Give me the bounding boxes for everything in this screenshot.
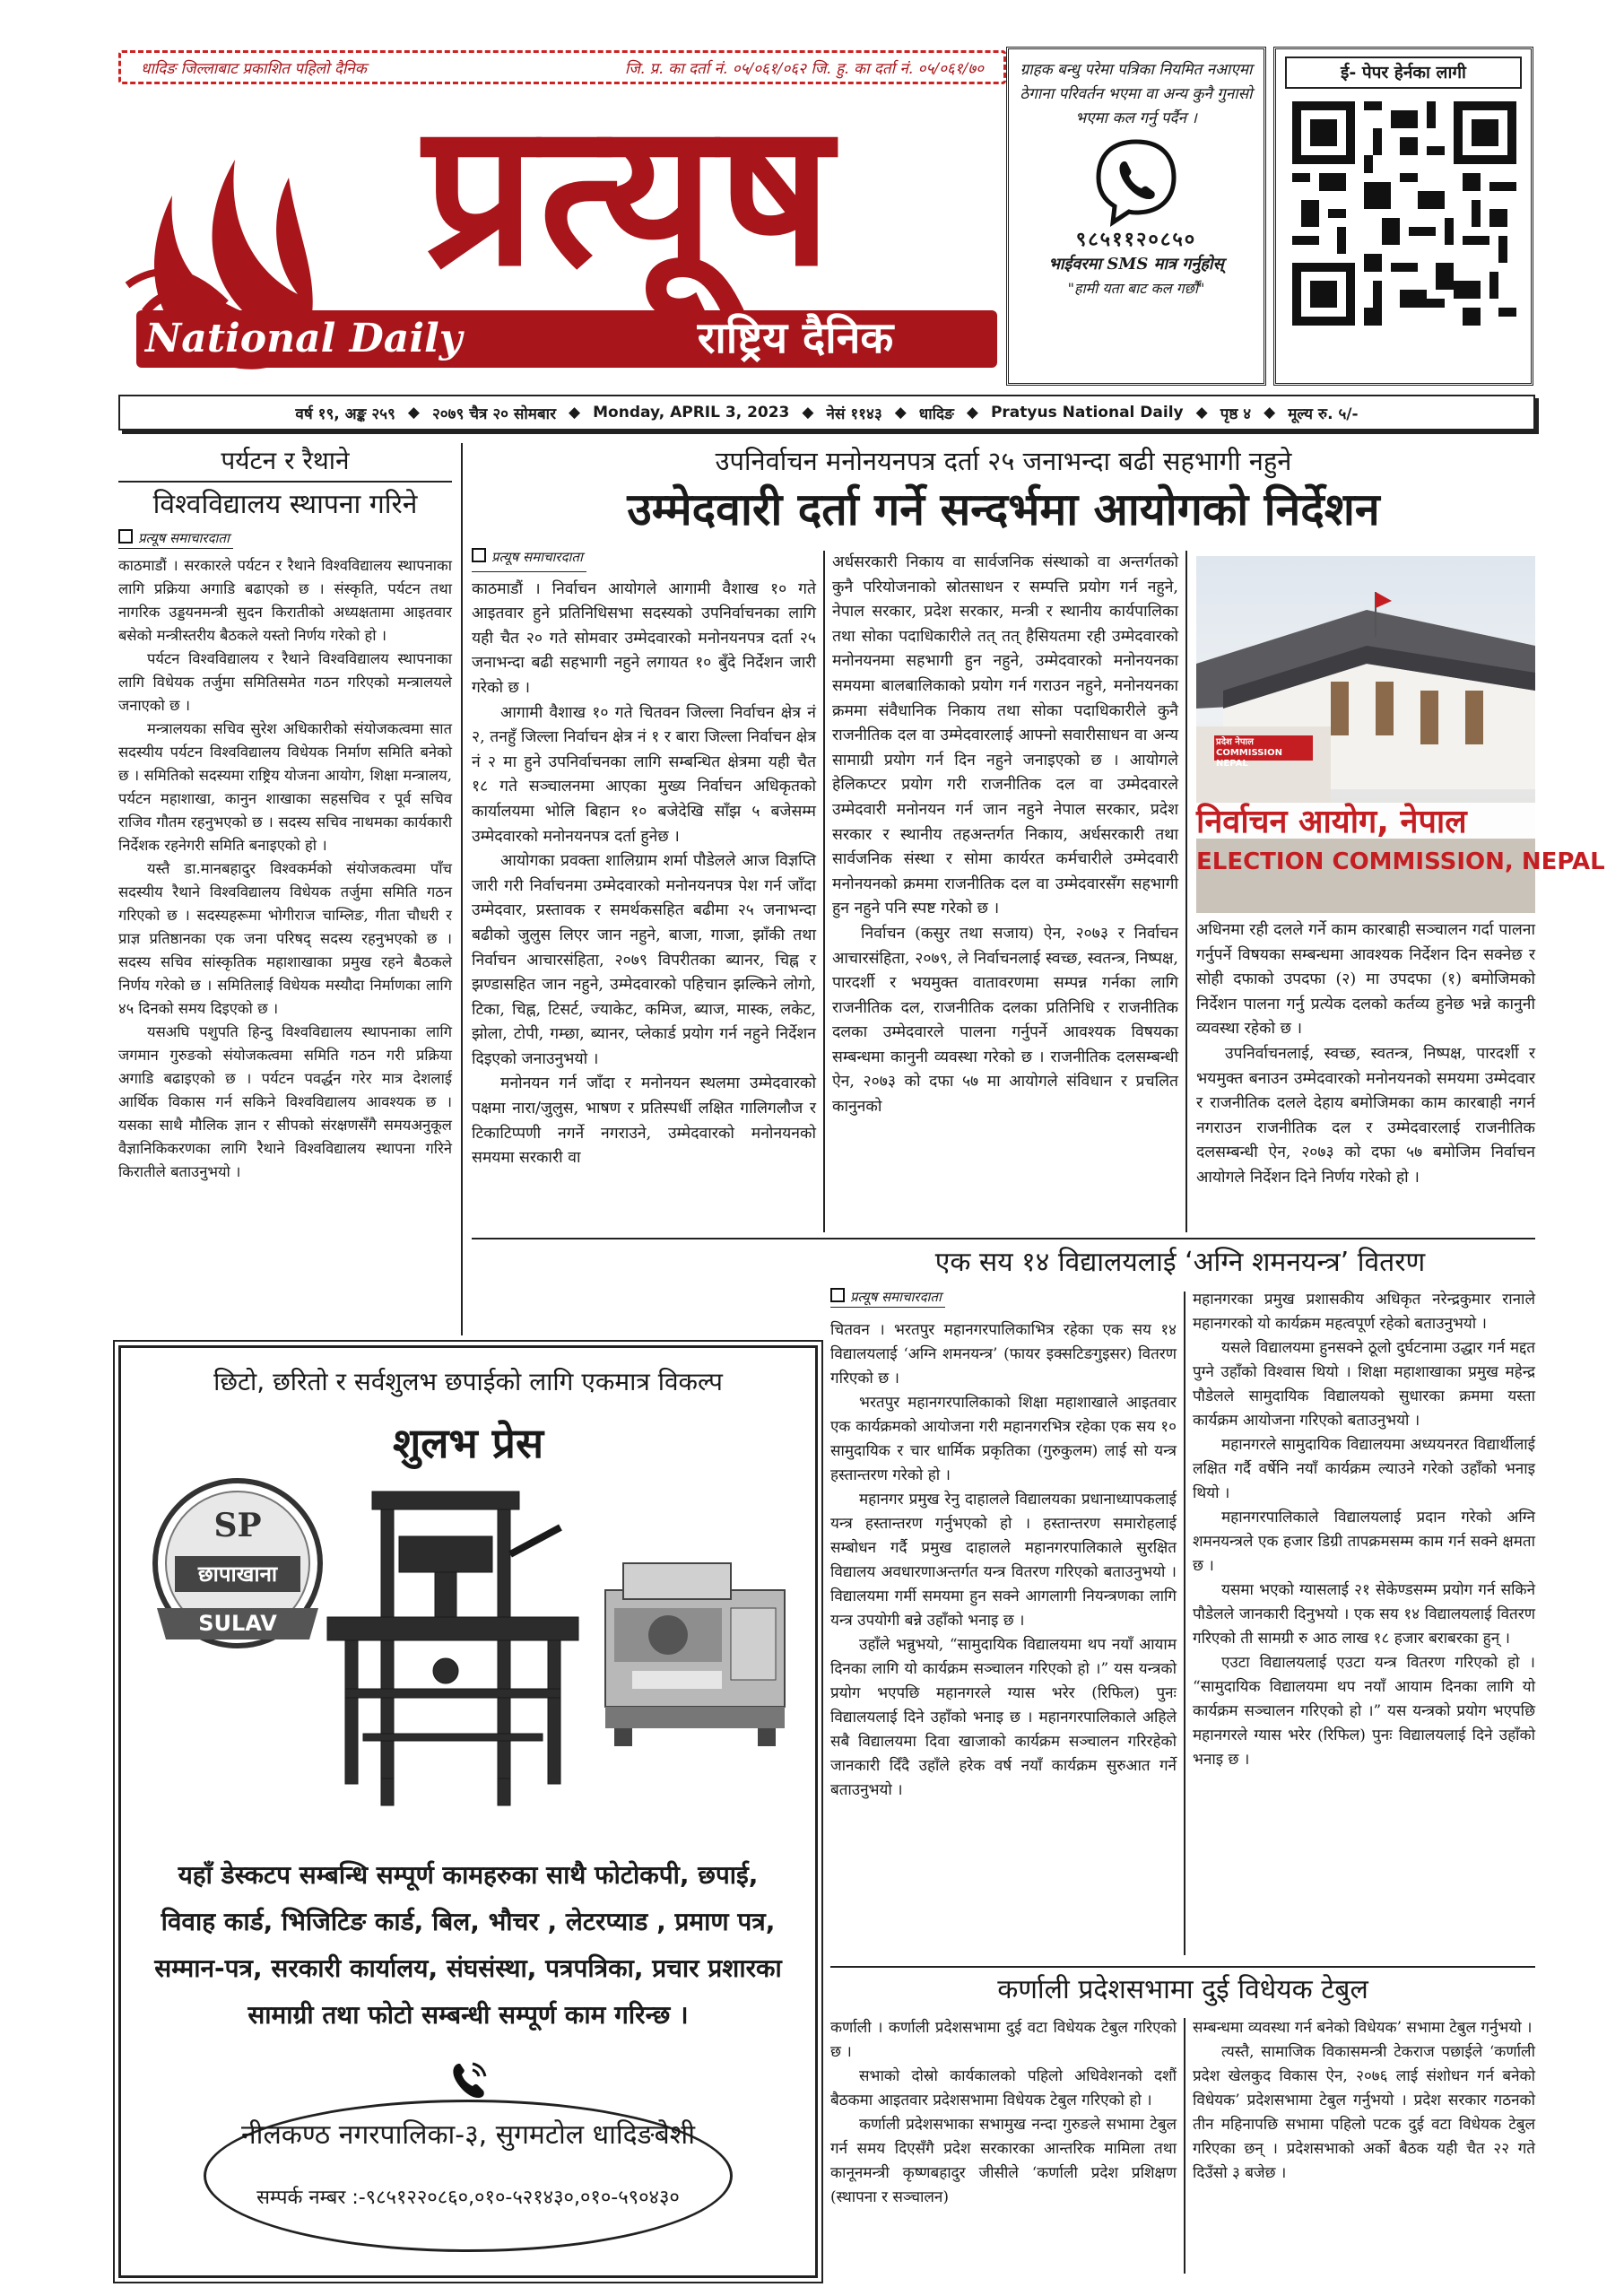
- column-rule: [823, 551, 825, 1232]
- story2-byline: प्रत्यूष समाचारदाता: [472, 545, 586, 572]
- story2-paragraph: मनोनयन गर्न जाँदा र मनोनयन स्थलमा उम्मेदवारको पक्षमा नारा/जुलुस, भाषण र प्रतिस्पर्धी लक्षित गालिगलौज र टिकाटिप्पणी नगर्ने नगराउने, उम्मेदवारको मनोनयनको समयमा सरकारी वा: [472, 1074, 816, 1168]
- photo-sign-english: ELECTION COMMISSION, NEPAL: [1196, 848, 1605, 875]
- masthead: [118, 80, 997, 384]
- story2-paragraph: अर्धसरकारी निकाय वा सार्वजनिक संस्थाको वा अन्तर्गतको कुनै परियोजनाको स्रोतसाधन र सम्पत्ति प्रयोग गर्न नहुने, नेपाल सरकार, प्रदेश सरकार, मन्त्री र स्थानीय कार्यपालिका तथा सोका पदाधिकारीले तत् तत् हैसियतमा रही उम्मेदवारको मनोनयनमा सहभागी हुन नहुने, उम्मेदवारको मनोनयनका समयमा बालबालिकाको प्रयोग गर्न गराउन नहुने, मनोनयनका क्रममा संवैधानिक निकाय तथा सोका पदाधिकारीले कुनै राजनीतिक दल वा उम्मेदवारलाई आफ्नो सवारीसाधन वा अन्य सामाग्री प्रयोग गर्न दिन नहुने जनाइएको छ । आयोगले हेलिकप्टर प्रयोग गरी राजनीतिक दल वा उम्मेदवारले उम्मेदवारी मनोनयन गर्न जान नहुने नेपाल सरकार, प्रदेश सरकार र स्थानीय तहअन्तर्गत निकाय, अर्धसरकारी तथा सार्वजनिक संस्था र सोमा कार्यरत कर्मचारीले उम्मेदवारी मनोनयनको क्रममा राजनीतिक दल वा उम्मेदवारसँग सहभागी हुन नहुने पनि स्पष्ट गरेको छ ।: [832, 553, 1178, 918]
- story1-paragraph: यस्तै डा.मानबहादुर विश्वकर्मको संयोजकत्वमा पाँच सदस्यीय रैथाने विश्वविद्यालय विधेयक तर्जुमा समिति गठन गरिएको छ । सदस्यहरूमा भोगीराज चाम्लिङ, गीता चौधरी र प्राज्ञ प्रतिष्ठानका एक जना परिषद् सदस्य रहनुभएको छ । सदस्य सचिव सांस्कृतिक महाशाखाका प्रमुख रहने बैठकले निर्णय गरेको छ । समितिलाई विधेयक मस्यौदा निर्माणका लागि ४५ दिनको समय दिइएको छ ।: [118, 860, 452, 1017]
- notice-text: ग्राहक बन्धु परेमा पत्रिका नियमित नआएमा ठेगाना परिवर्तन भएमा वा अन्य कुनै गुनासो भएमा कल गर्नु पर्दैन ।: [1020, 61, 1253, 127]
- viber-phone-icon: [1091, 136, 1181, 226]
- story2-column-3: [1196, 918, 1535, 1232]
- ad-name: शुलभ प्रेस: [392, 1419, 544, 1467]
- story1-paragraph: यसअघि पशुपति हिन्दु विश्वविद्यालय स्थापनाका लागि जगमान गुरुङको संयोजकत्वमा समिति गठन गरी प्रक्रिया अगाडि बढाइएको छ । पर्यटन पवर्द्धन गरेर मात्र देशलाई आर्थिक विकास गर्न सकिने विश्वविद्यालय आवश्यक छ । यसका साथै मौलिक ज्ञान र सीपको संरक्षणसँगै समयअनुकूल वैज्ञानिकिकरणका लागि रैथाने विश्वविद्यालय स्थापना गरिने किरातीले बताउनुभयो ।: [118, 1023, 452, 1180]
- story2-column-2: [832, 551, 1178, 1232]
- election-commission-photo: [1196, 556, 1605, 913]
- story3-paragraph: एउटा विद्यालयलाई एउटा यन्त्र वितरण गरिएको हो । “सामुदायिक विद्यालयमा थप नयाँ आयाम दिनका लागि यो कार्यक्रम सञ्चालन गरिएको हो ।” यस यन्त्रको प्रयोग भएपछि महानगरले ग्यास भरेर (रिफिल) पुनः विद्यालयलाई दिने उहाँको भनाइ छ ।: [1193, 1654, 1535, 1769]
- story1-byline: प्रत्यूष समाचारदाता: [118, 529, 233, 549]
- byline-box-icon: [118, 529, 133, 544]
- section-rule: [472, 1238, 1535, 1239]
- ad-address: नीलकण्ठ नगरपालिका-३, सुगमटोल धादिङबेशी: [241, 2119, 695, 2151]
- section-rule: [830, 1966, 1535, 1968]
- qr-box: [1273, 47, 1533, 386]
- story3-headline: एक सय १४ विद्यालयलाई ‘अग्नि शमनयन्त्र’ वितरण: [934, 1247, 1426, 1278]
- column-rule: [1184, 2018, 1185, 2274]
- notice-sms: भाईवरमा SMS मात्र गर्नुहोस्: [1048, 255, 1224, 274]
- notice-tagline: "हामी यता बाट कल गर्छौं": [1067, 280, 1205, 297]
- column-rule: [1185, 551, 1187, 1232]
- story2-headline: उम्मेदवारी दर्ता गर्ने सन्दर्भमा आयोगको निर्देशन: [627, 483, 1380, 535]
- story3-byline: प्रत्यूष समाचारदाता: [830, 1288, 945, 1308]
- story2-paragraph: आगामी वैशाख १० गते चितवन जिल्ला निर्वाचन क्षेत्र नं २, तनहुँ जिल्ला निर्वाचन क्षेत्र नं १ र बारा जिल्ला निर्वाचन क्षेत्र नं २ मा हुने उपनिर्वाचनका लागि सम्बन्धित क्षेत्रमा यही चैत १८ गते सञ्चालनमा आएका मुख्य निर्वाचन अधिकृतको कार्यालयमा भोलि बिहान १० बजेदेखि साँझ ५ बजेसम्म उम्मेदवारको मनोनयनपत्र दर्ता हुनेछ ।: [472, 703, 816, 846]
- notice-phone: ९८५११२०८५०: [1075, 228, 1197, 251]
- story4-paragraph: कर्णाली प्रदेशसभाका सभामुख नन्दा गुरुङले सभामा टेबुल गर्न समय दिएसँगै प्रदेश सरकारका आन्तरिक मामिला तथा कानूनमन्त्री कृष्णबहादुर जीसीले ‘कर्णाली प्रदेश प्रशिक्षण (स्थापना र सञ्चालन): [830, 2116, 1177, 2206]
- story2-paragraph: काठमाडौं । निर्वाचन आयोगले आगामी वैशाख १० गते आइतवार हुने प्रतिनिधिसभा सदस्यको उपनिर्वाचनका लागि यही चैत २० गते सोमवार उम्मेदवारको मनोनयनपत्र दर्ता २५ जनाभन्दा बढी सहभागी नहुने लगायत १० बुँदे निर्देशन जारी गरेको छ ।: [472, 579, 816, 697]
- story2-paragraph: निर्वाचन (कसुर तथा सजाय) ऐन, २०७३ र निर्वाचन आचारसंहिता, २०७९, ले निर्वाचनलाई स्वच्छ, स्वतन्त्र, निष्पक्ष, पारदर्शी र भयमुक्त वातावरणमा सम्पन्न गर्नका लागि राजनीतिक दल, राजनीतिक दलका प्रतिनिधि र राजनीतिक दलका उम्मेदवारले पालना गर्नुपर्ने आवश्यक विषयका सम्बन्धमा कानुनी व्यवस्था गरेको छ । राजनीतिक दलसम्बन्धी ऐन, २०७३ को दफा ५७ मा आयोगले संविधान र प्रचलित कानुनको: [832, 924, 1179, 1117]
- story3-paragraph: यसमा भएको ग्यासलाई २१ सेकेण्डसम्म प्रयोग गर्न सकिने पौडेलले जानकारी दिनुभयो । एक सय १४ विद्यालयलाई वितरण गरिएको ती सामग्री रु आठ लाख १८ हजार बराबरका हुन् ।: [1193, 1581, 1535, 1648]
- ad-contact: सम्पर्क नम्बर :-९८५१२२०८६०,०१०-५२१४३०,०१०-५९०४३०: [256, 2187, 680, 2209]
- story1-body: [118, 554, 452, 1184]
- column-rule: [461, 443, 463, 1335]
- story2-paragraph: आयोगका प्रवक्ता शालिग्राम शर्मा पौडेलले आज विज्ञप्ति जारी गरी निर्वाचनमा उम्मेदवारको मनोनयनपत्र पेश गर्न जाँदा उम्मेदवार, प्रस्तावक र समर्थकसहित बढीमा २५ जनाभन्दा बढीको जुलुस लिएर जान नहुने, बाजा, गाजा, झाँकी तथा निर्वाचन आचारसंहिता, २०७९ विपरीतका ब्यानर, चिह्न र झण्डासहित जान नहुने, उम्मेदवारको पहिचान झल्किने लोगो, टिका, चिह्न, टिसर्ट, ज्याकेट, कमिज, ब्याज, मास्क, लकेट, झोला, टोपी, गम्छा, ब्यानर, प्लेकार्ड प्रयोग गर्न नहुने निर्देशन दिइएको जनाउनुभयो ।: [472, 852, 816, 1068]
- byline-box-icon: [830, 1288, 845, 1302]
- story3-column-1: [830, 1318, 1177, 1964]
- story1-paragraph: मन्त्रालयका सचिव सुरेश अधिकारीको संयोजकत्वमा सात सदस्यीय पर्यटन विश्वविद्यालय विधेयक निर्माण समिति बनेको छ । समितिको सदस्यमा राष्ट्रिय योजना आयोग, शिक्षा मन्त्रालय, पर्यटन महाशाखा, कानुन शाखाका सहसचिव र पूर्व सचिव राजिव गौतम रहनुभएको छ । सदस्य सचिव नाथमका कार्यकारी निर्देशक रहनेगरी समिति बनाइएको हो ।: [118, 720, 452, 854]
- column-rule: [1184, 1292, 1185, 1955]
- story3-paragraph: महानगरले सामुदायिक विद्यालयमा अध्ययनरत विद्यार्थीलाई लक्षित गर्दै वर्षेनि नयाँ कार्यक्रम ल्याउने गरेको उहाँको भनाइ थियो ।: [1193, 1436, 1535, 1502]
- qr-code-icon[interactable]: [1292, 101, 1516, 326]
- masthead-bar: [136, 310, 997, 368]
- story4-column-2: [1193, 2016, 1535, 2276]
- story1-kicker: पर्यटन र रैथाने: [221, 446, 350, 475]
- story1-paragraph: पर्यटन विश्वविद्यालय र रैथाने विश्वविद्यालय स्थापनाका लागि विधेयक तर्जुमा समितिसमेत गठन गरिएको मन्त्रालयले जनाएको छ ।: [118, 650, 452, 714]
- byline-box-icon: [472, 548, 486, 562]
- top-strip-left: धादिङ जिल्लाबाट प्रकाशित पहिलो दैनिक: [141, 59, 367, 78]
- masthead-title: प्रत्यूष: [423, 80, 836, 309]
- ad-services: यहाँ डेस्कटप सम्बन्धि सम्पूर्ण कामहरुका साथै फोटोकपी, छपाई, विवाह कार्ड, भिजिटिङ कार्ड, बिल, भौचर , लेटरप्याड , प्रमाण पत्र, सम्मान-पत्र, सरकारी कार्यालय, संघसंस्था, पत्रपत्रिका, प्रचार प्रशारका सामाग्री तथा फोटो सम्बन्धी सम्पूर्ण काम गरिन्छ ।: [154, 1860, 782, 2030]
- info-volume: वर्ष १९, अङ्क २५९: [295, 404, 395, 423]
- logo-ribbon: SULAV: [198, 1611, 277, 1636]
- logo-initials: SP: [213, 1507, 262, 1544]
- photo-sign-nepali: निर्वाचन आयोग, नेपाल: [1196, 804, 1467, 840]
- story2-paragraph: उपनिर्वाचनलाई, स्वच्छ, स्वतन्त्र, निष्पक्ष, पारदर्शी र भयमुक्त बनाउन उम्मेदवारको मनोनयनको समयमा उम्मेदवार र राजनीतिक दलले देहाय बमोजिमका काम कारबाही नगर्न नगराउन राजनीतिक दल र उम्मेदवारलाई राजनीतिक दलसम्बन्धी ऐन, २०७३ को दफा ५७ बमोजिम निर्वाचन आयोगले निर्देशन दिने निर्णय गरेको हो ।: [1196, 1044, 1535, 1187]
- story2-column-1: [472, 542, 816, 1331]
- story3-paragraph: महानगरका प्रमुख प्रशासकीय अधिकृत नरेन्द्रकुमार रानाले महानगरको यो कार्यक्रम महत्वपूर्ण रहेको बताउनुभयो ।: [1193, 1291, 1535, 1333]
- offset-press-icon: [596, 1554, 803, 1752]
- story3-paragraph: महानगर प्रमुख रेनु दाहालले विद्यालयका प्रधानाध्यापकलाई यन्त्र हस्तान्तरण गर्नुभएको हो । हस्तान्तरण समारोहलाई सम्बोधन गर्दै प्रमुख दाहालले महानगरपालिकाले सुरक्षित विद्यालय अवधारणाअन्तर्गत यन्त्र वितरण गरिएको बताउनुभयो । विद्यालयमा गर्मी समयमा हुन सक्ने आगलागी नियन्त्रणका लागि यन्त्र उपयोगी बन्ने उहाँको भनाइ छ ।: [830, 1491, 1177, 1630]
- logo-word: छापाखाना: [175, 1556, 300, 1592]
- advertisement-sulav-press: [118, 1345, 818, 2278]
- ad-logo: [148, 1474, 327, 1662]
- story4-paragraph: कर्णाली । कर्णाली प्रदेशसभामा दुई वटा विधेयक टेबुल गरिएको छ ।: [830, 2019, 1177, 2061]
- info-nepali-date: २०७९ चैत्र २० सोमबार: [431, 404, 557, 423]
- story2-kicker: उपनिर्वाचन मनोनयनपत्र दर्ता २५ जनाभन्दा बढी सहभागी नहुने: [715, 446, 1292, 476]
- masthead-subtitle: राष्ट्रिय दैनिक: [697, 313, 894, 363]
- story3-paragraph: महानगरपालिकाले विद्यालयलाई प्रदान गरेको अग्नि शमनयन्त्रले एक हजार डिग्री तापक्रमसम्म काम गर्न सक्ने क्षमता छ ।: [1193, 1509, 1535, 1575]
- printing-press-icon: [327, 1483, 578, 1814]
- story1-paragraph: काठमाडौं । सरकारले पर्यटन र रैथाने विश्वविद्यालय स्थापनाका लागि प्रक्रिया अगाडि बढाएको छ । संस्कृति, पर्यटन तथा नागरिक उड्डयनमन्त्री सुदन किरातीको अध्यक्षतामा आइतवार बसेको मन्त्रीस्तरीय बैठकले यस्तो निर्णय गरेको हो ।: [118, 557, 452, 644]
- top-strip-right: जि. प्र. का दर्ता नं. ०५/०६१/०६२ जि. हु. का दर्ता नं. ०५/०६१/७०: [624, 59, 984, 78]
- info-page: पृष्ठ ४: [1220, 404, 1252, 423]
- phone-icon: [446, 2058, 491, 2103]
- ad-tagline: छिटो, छरितो र सर्वशुलभ छपाईको लागि एकमात्र विकल्प: [213, 1367, 723, 1396]
- info-place: धादिङ: [918, 404, 954, 423]
- info-nepal-sambat: नेसं ११४३: [826, 404, 882, 423]
- story4-paragraph: सम्बन्धमा व्यवस्था गर्न बनेको विधेयक’ सभामा टेबुल गर्नुभयो ।: [1193, 2019, 1533, 2037]
- story-tourism-university: [118, 443, 452, 1335]
- masthead-english-name: National Daily: [145, 316, 463, 361]
- notice-box: [1006, 47, 1266, 386]
- story3-paragraph: उहाँले भन्नुभयो, “सामुदायिक विद्यालयमा थप नयाँ आयाम दिनका लागि यो कार्यक्रम सञ्चालन गरिएको हो ।” यस यन्त्रको प्रयोग भएपछि महानगरले ग्यास भरेर (रिफिल) पुनः विद्यालयलाई दिने उहाँको भनाइ छ । महानगरपालिकाले अहिले सबै विद्यालयमा दिवा खाजाको कार्यक्रम सञ्चालन गरिरहेको जानकारी दिँदै उहाँले हरेक वर्ष नयाँ कार्यक्रम सुरुआत गर्ने बताउनुभयो ।: [830, 1636, 1177, 1799]
- story4-paragraph: त्यस्तै, सामाजिक विकासमन्त्री टेकराज पछाईले ‘कर्णाली प्रदेश खेलकुद विकास ऐन, २०७६ लाई संशोधन गर्न बनेको विधेयक’ प्रदेशसभामा टेबुल गर्नुभयो । प्रदेश सरकार गठनको तीन महिनापछि सभामा पहिलो पटक दुई वटा विधेयक टेबुल गरिएका छन् । प्रदेशसभाको अर्को बैठक यही चैत २२ गते दिउँसो ३ बजेछ ।: [1193, 2043, 1535, 2182]
- story2-paragraph: अधिनमा रही दलले गर्ने काम कारबाही सञ्चालन गर्दा पालना गर्नुपर्ने विषयका सम्बन्धमा आवश्यक निर्देशन दिन सक्नेछ र सोही दफाको उपदफा (२) मा उपदफा (१) बमोजिमको निर्देशन पालना गर्नु प्रत्येक दलको कर्तव्य हुनेछ भन्ने कानुनी व्यवस्था रहेको छ ।: [1196, 921, 1535, 1039]
- info-bar: वर्ष १९, अङ्क २५९ ◆ २०७९ चैत्र २० सोमबार ◆ Monday, APRIL 3, 2023 ◆ नेसं ११४३ ◆ धादिङ ◆ Pratyus National Daily ◆ पृष्ठ ४ ◆ मूल्य रु. ५/-: [118, 395, 1535, 430]
- info-english-date: Monday, APRIL 3, 2023: [593, 404, 790, 422]
- story3-column-2: [1193, 1288, 1535, 1961]
- story4-column-1: [830, 2016, 1177, 2276]
- story3-paragraph: चितवन । भरतपुर महानगरपालिकाभित्र रहेका एक सय १४ विद्यालयलाई ‘अग्नि शमनयन्त्र’ (फायर इक्सटिङगुइसर) वितरण गरिएको छ ।: [830, 1321, 1177, 1387]
- qr-label: ई- पेपर हेर्नका लागी: [1285, 57, 1522, 89]
- info-price: मूल्य रु. ५/-: [1288, 404, 1359, 423]
- story4-paragraph: सभाको दोस्रो कार्यकालको पहिलो अधिवेशनको दशौं बैठकमा आइतवार प्रदेशसभामा विधेयक टेबुल गरिएको हो ।: [830, 2067, 1177, 2109]
- info-paper: Pratyus National Daily: [990, 404, 1184, 422]
- story1-headline: विश्वविद्यालय स्थापना गरिने: [152, 489, 418, 520]
- story3-paragraph: भरतपुर महानगरपालिकाको शिक्षा महाशाखाले आइतवार एक कार्यक्रमको आयोजना गरी महानगरभित्र रहेका एक सय १० सामुदायिक र चार धार्मिक प्रकृतिका (गुरुकुलम) लाई सो यन्त्र हस्तान्तरण गरेको हो ।: [830, 1394, 1177, 1484]
- photo-small-sign: प्रदेश नेपाल COMMISSION NEPAL: [1216, 737, 1283, 769]
- story3-paragraph: यसले विद्यालयमा हुनसक्ने ठूलो दुर्घटनामा उद्धार गर्न मद्दत पुग्ने उहाँको विश्वास थियो । शिक्षा महाशाखाका प्रमुख महेन्द्र पौडेलले सामुदायिक विद्यालयको सुधारका क्रममा यस्ता कार्यक्रम आयोजना गरिएको बताउनुभयो ।: [1193, 1339, 1535, 1430]
- story4-headline: कर्णाली प्रदेशसभामा दुई विधेयक टेबुल: [997, 1974, 1368, 2005]
